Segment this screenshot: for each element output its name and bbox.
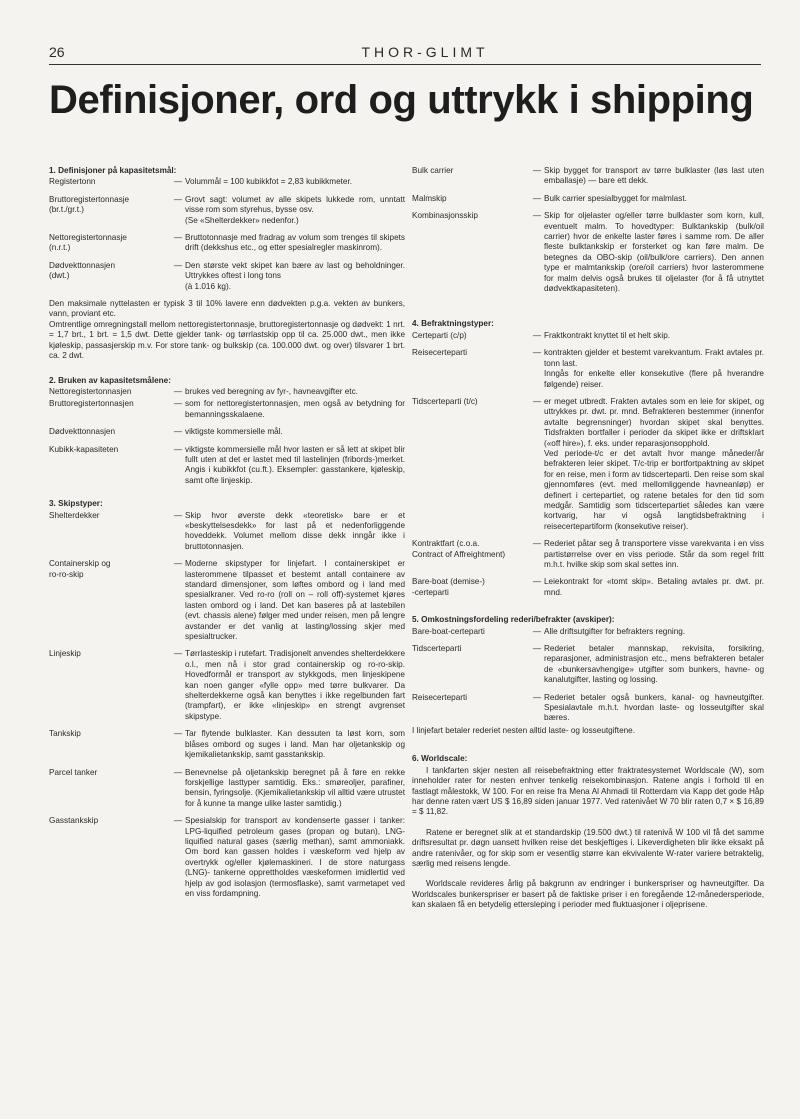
entry-dash: — (173, 729, 183, 739)
definition-entry (412, 166, 764, 187)
section-heading: 3. Skipstyper: (49, 499, 103, 509)
header-rule (49, 64, 761, 65)
entry-text: Tørrlasteskip i rutefart. Tradisjonelt anvendes shelterdekkere o.l., men nå i stor grad containerskip og ro-ro-skip. Hovedformål er transport av stykkgods, men linjeskipene kan noen ganger «fylle opp» med tørre bulkvarer. Da shelterdekkerne også kan benyttes i ikke regelbunden fart (trampfart), er ikke «linjeskip» en strengt avgrenset skipstype. (185, 649, 405, 721)
definition-entry (49, 816, 405, 899)
section-heading: 6. Worldscale: (412, 754, 468, 764)
entry-dash: — (532, 396, 542, 406)
definition-entry (49, 177, 405, 187)
entry-text: Leiekontrakt for «tomt skip». Betaling avtales pr. dwt. pr. mnd. (544, 577, 764, 597)
entry-term: Tidscerteparti (412, 644, 462, 654)
definition-entry (49, 387, 405, 397)
entry-text: Bulk carrier spesialbygget for malmlast. (544, 193, 687, 203)
running-title: THOR-GLIMT (361, 44, 489, 60)
entry-dash: — (532, 348, 542, 358)
definition-entry (412, 331, 764, 341)
definition-entry (49, 511, 405, 553)
entry-text: Volummål = 100 kubikkfot = 2,83 kubikkmeter. (185, 177, 353, 187)
definition-entry (412, 397, 764, 532)
entry-text: brukes ved beregning av fyr-, havneavgifter etc. (185, 386, 358, 396)
entry-text: Den største vekt skipet kan bære av last og beholdninger. Uttrykkes oftest i long tons (à 1.016 kg). (185, 260, 405, 291)
entry-text: Skip bygget for transport av tørre bulklaster (løs last uten emballasje) — bare ett dekk. (544, 166, 764, 186)
definition-entry (49, 195, 405, 226)
definition-entry (49, 445, 405, 487)
entry-text: viktigste kommersielle mål. (185, 427, 283, 437)
definition-entry (49, 399, 405, 420)
paragraph: Den maksimale nyttelasten er typisk 3 til 10% lavere enn dødvekten p.g.a. vekten av bunkers, vann, proviant etc. (49, 299, 405, 319)
entry-term: Reisecerteparti (412, 348, 468, 358)
entry-text: Fraktkontrakt knyttet til et helt skip. (544, 330, 671, 340)
entry-text: Rederiet påtar seg å transportere visse varekvanta i en viss partistørrelse over en viss periode. Står da som regel fritt m.h.t. hvilke skip som skal settes inn. (544, 539, 764, 569)
entry-dash: — (532, 539, 542, 549)
entry-term: Tidscerteparti (t/c) (412, 396, 478, 406)
entry-dash: — (173, 194, 183, 204)
definition-entry (49, 649, 405, 722)
entry-term: Containerskip og ro-ro-skip (49, 559, 111, 579)
entry-text: Bruttotonnasje med fradrag av volum som trenges til skipets drift (dekkshus etc., og etter spesialregler maskinrom). (185, 233, 405, 253)
paragraph: I tankfarten skjer nesten all reisebefraktning etter fraktratesystemet Worldscale (W), som inneholder rater for nesten enhver tenkelig reisekombinasjon. Ratene angis i forhold til en fastlagt målestokk, W 100. For en reise fra Mena Al Ahmadi til Rotterdam via Kapp det gode Håp har denne raten vært US $ 16,89 siden januar 1977. Ved ratenivået W 70 blir raten 0,7 × $ 16,89 = $ 11,82. (412, 765, 764, 817)
entry-text: Skip for oljelaster og/eller tørre bulklaster som korn, kull, eventuelt malm. To hovedtyper: Bulktankskip (bulk/oil carrier) hvor de enkelte laster føres i samme rom. De aller fleste bulktankskip er forsterket og kan føre malm. De betegnes da OBO-skip (oil/bulk/ore carriers). Den annen type er malmtankskip (ore/oil carriers) hvor lasterommene for malm delvis også brukes til oljelaster (for å få utnyttet dødvektkapasiteten). (544, 211, 764, 294)
entry-text: kontrakten gjelder et bestemt varekvantum. Frakt avtales pr. tonn last. Inngås for enkelte eller konsekutive (flere på hverandre følgende) reiser. (544, 348, 764, 389)
entry-dash: — (173, 510, 183, 520)
entry-term: Kombinasjonsskip (412, 211, 478, 221)
entry-term: Linjeskip (49, 649, 81, 659)
section-heading: 2. Bruken av kapasitetsmålene: (49, 375, 171, 385)
entry-dash: — (173, 386, 183, 396)
definition-entry (412, 539, 764, 570)
entry-term: Bare-boat-certeparti (412, 626, 485, 636)
entry-dash: — (173, 399, 183, 409)
entry-term: Malmskip (412, 193, 447, 203)
entry-term: Reisecerteparti (412, 692, 468, 702)
definition-entry (412, 644, 764, 686)
entry-text: Rederiet betaler mannskap, rekvisita, forsikring, reparasjoner, administrasjon etc., mens befrakteren betaler de «bunkersavhengige» utgifter som bunkers, havne- og kanalutgifter, lasting og lossing. (544, 644, 764, 685)
paragraph: I linjefart betaler rederiet nesten alltid laste- og losseutgiftene. (412, 725, 636, 735)
entry-dash: — (173, 649, 183, 659)
entry-term: Gasstankskip (49, 816, 99, 826)
section-heading: 4. Befraktningstyper: (412, 319, 494, 329)
entry-text: viktigste kommersielle mål hvor lasten er så lett at skipet blir fullt uten at det er lastet med til lastelinjen (fribords-)merket. Angis i kubikkfot (cu.ft.). Eksempler: gasstankere, kjøleskip, samt ofte linjeskip. (185, 444, 405, 485)
entry-term: Registertonn (49, 177, 96, 187)
definition-entry (49, 261, 405, 292)
definition-entry (49, 729, 405, 760)
entry-dash: — (173, 444, 183, 454)
left-column (49, 166, 405, 906)
entry-term: Bruttoregistertonnasjen (49, 399, 134, 409)
definition-entry (412, 194, 764, 204)
entry-term: Bare-boat (demise-) -certeparti (412, 577, 485, 597)
entry-text: Moderne skipstyper for linjefart. I containerskipet er lasterommene tilpasset et bestemt antall containere av standard dimensjoner, som løftes ombord og i land med spesialkraner. Ved ro-ro (roll on – roll off)-systemet kjøres lasten ombord og i land. Det kan baseres på at lastebilen (evt. chassis alene) følger med under reisen, men på lengre avstander er det vanlig at lasting/lossing skjer med spesialtrucker. (185, 559, 405, 642)
entry-text: Skip hvor øverste dekk «teoretisk» bare er et «beskyttelsesdekk» for last på et nedenforliggende hoveddekk. Volumet mellom disse dekk inngår ikke i bruttotonnasjen. (185, 510, 405, 551)
entry-dash: — (173, 816, 183, 826)
entry-dash: — (173, 260, 183, 270)
paragraph: Worldscale revideres årlig på bakgrunn av endringer i bunkerspriser og havneutgifter. Da Worldscales bunkerspriser er basert på de faktiske priser i en foregående 12-månedersperiode, kan skalaen få en betydelig ettersleping i perioder med fluktuasjoner i oljeprisene. (412, 879, 764, 910)
entry-dash: — (532, 644, 542, 654)
entry-dash: — (532, 166, 542, 175)
entry-term: Dødvekttonnasjen (dwt.) (49, 260, 115, 281)
entry-text: Alle driftsutgifter for befrakters regning. (544, 626, 686, 636)
definition-entry (49, 559, 405, 642)
definition-entry (49, 427, 405, 437)
entry-dash: — (532, 330, 542, 340)
entry-text: Tar flytende bulklaster. Kan dessuten ta løst korn, som blåses ombord og suges i land. Man har oljetankskip og kjemikalietankskip, samt gasstankskip. (185, 729, 405, 760)
page-number: 26 (49, 44, 65, 60)
definition-entry (412, 627, 764, 637)
definition-entry (49, 768, 405, 810)
entry-term: Kubikk-kapasiteten (49, 444, 119, 454)
entry-term: Dødvekttonnasjen (49, 427, 115, 437)
entry-text: Grovt sagt: volumet av alle skipets lukkede rom, unntatt visse rom som styrehus, bysse osv. (Se «Shelterdekker» nedenfor.) (185, 194, 405, 225)
entry-text: som for nettoregistertonnasjen, men også av betydning for bemanningsskalaene. (185, 399, 405, 419)
section-heading: 5. Omkostningsfordeling rederi/befrakter (avskiper): (412, 615, 615, 625)
paragraph: Omtrentlige omregningstall mellom nettoregistertonnasje, bruttoregistertonnasje og dødvekt: 1 nrt. = 1,7 brt., 1 brt. = 1,5 dwt. Dette gjelder tank- og tørrlastskip opp til ca. 25.000 dwt., men ikke kjøleskip, passasjerskip m.v. For store tank- og bulkskip (ca. 100.000 dwt. og over) tilsvarer 1 brt. ca. 2 dwt. (49, 319, 405, 361)
page-title: Definisjoner, ord og uttrykk i shipping (49, 78, 754, 122)
entry-dash: — (173, 233, 183, 243)
entry-dash: — (173, 767, 183, 777)
entry-term: Parcel tanker (49, 767, 98, 777)
entry-term: Certeparti (c/p) (412, 330, 467, 340)
definition-entry (412, 211, 764, 294)
entry-text: Benevnelse på oljetankskip beregnet på å føre en rekke forskjellige lasttyper samtidig. Eks.: smøreoljer, parafiner, bensin, fyringsolje. (Kjemikalietankskip vil alltid være utrustet for å kunne ta mange ulike laster samtidig.) (185, 767, 405, 808)
definition-entry (412, 693, 764, 724)
entry-term: Bulk carrier (412, 166, 454, 175)
entry-term: Bruttoregistertonnasje (br.t./gr.t.) (49, 194, 130, 215)
entry-text: Rederiet betaler også bunkers, kanal- og havneutgifter. Spesialavtale m.h.t. hvordan laste- og losseutgifter skal bæres. (544, 692, 764, 723)
entry-dash: — (173, 427, 183, 437)
entry-term: Shelterdekker (49, 510, 100, 520)
section-heading: 1. Definisjoner på kapasitetsmål: (49, 166, 177, 175)
entry-text: Spesialskip for transport av kondenserte gasser i tanker: LPG-liquified petroleum gases (propan og butan), LNG-liquified natural gases (særlig methan), samt ammoniakk. Om bord kan gassen holdes i væskeform ved hjelp av overtrykk og/eller kjølemaskineri. I de store naturgass (LNG)- tankerne opprettholdes væskeformen imidlertid ved hjelp av god isolasjon (termosflaske), samt varmetapet ved en viss fordampning. (185, 816, 405, 898)
entry-term: Nettoregistertonnasje (n.r.t.) (49, 233, 127, 253)
entry-dash: — (532, 577, 542, 587)
definition-entry (49, 233, 405, 254)
entry-term: Kontraktfart (c.o.a. Contract of Affreightment) (412, 539, 506, 559)
entry-dash: — (532, 193, 542, 203)
entry-term: Tankskip (49, 729, 81, 739)
page-header (49, 44, 761, 64)
entry-term: Nettoregistertonnasjen (49, 386, 132, 396)
definition-entry (412, 348, 764, 390)
entry-text: er meget utbredt. Frakten avtales som en leie for skipet, og uttrykkes pr. dwt. pr. mnd. Befrakteren bestemmer (innenfor avtalte begrensninger) hvordan skipet skal benyttes. Tidsfrakten bortfaller i perioder da skipet ikke er driftsklart («off hire»), f. eks. under reparasjonsopphold. Ved periode-t/c er det avtalt hvor mange måneder/år befrakteren leier skipet. T/c-trip er bortfortpaktning av skipet for en reise, men i form av tidscerteparti. Den reise som skal gjennomføres (evt. med mellomliggende havneanløp) er definert i certepartiet, og ratene betales for den tid som medgår. Samtidig som tidscertepartiet således kan være kortvarig, har vi også langtidsbefraktning i reisecertepartiform (konsekutive reiser). (544, 396, 764, 531)
right-column (412, 166, 764, 911)
definition-entry (412, 577, 764, 598)
entry-dash: — (532, 211, 542, 221)
entry-dash: — (532, 626, 542, 636)
entry-dash: — (532, 692, 542, 702)
entry-dash: — (173, 177, 183, 187)
paragraph: Ratene er beregnet slik at et standardskip (19.500 dwt.) til ratenivå W 100 vil få det samme driftsresultat pr. døgn uansett hvilken reise det beskjeftiges i. Likeverdigheten blir ikke eksakt på andre ratenivåer, og for skip som er vesentlig større kan ekvivalente W-rater variere betraktelig, særlig med reisens lengde. (412, 827, 764, 868)
entry-dash: — (173, 559, 183, 569)
